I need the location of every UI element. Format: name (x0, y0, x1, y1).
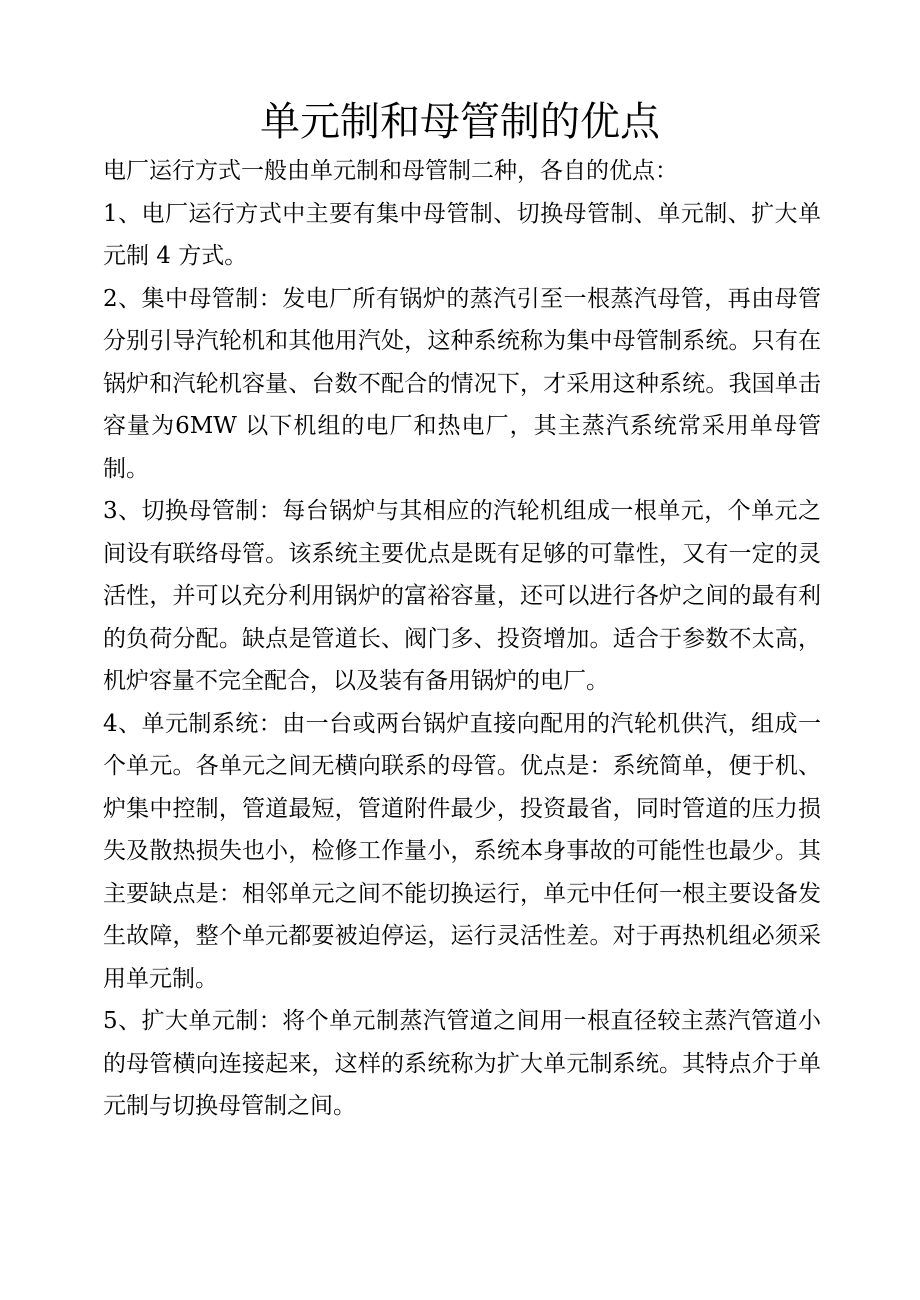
paragraph-5: 5、扩大单元制：将个单元制蒸汽管道之间用一根直径较主蒸汽管道小的母管横向连接起来，这样的系统称为扩大单元制系统。其特点介于单元制与切换母管制之间。 (103, 1008, 821, 1119)
document-body (103, 150, 821, 1128)
paragraph-intro: 电厂运行方式一般由单元制和母管制二种，各自的优点： (103, 158, 678, 184)
paragraph-4: 4、单元制系统：由一台或两台锅炉直接向配用的汽轮机供汽，组成一个单元。各单元之间无横向联系的母管。优点是：系统简单，便于机、炉集中控制，管道最短，管道附件最少，投资最省，同时管道的压力损失及散热损失也小，检修工作量小，系统本身事故的可能性也最少。其主要缺点是：相邻单元之间不能切换运行，单元中任何一根主要设备发生故障，整个单元都要被迫停运，运行灵活性差。对于再热机组必须采用单元制。 (103, 710, 821, 992)
page-title: 单元制和母管制的优点 (260, 99, 660, 145)
paragraph-1: 1、电厂运行方式中主要有集中母管制、切换母管制、单元制、扩大单元制 4 方式。 (103, 200, 821, 269)
paragraph-3: 3、切换母管制：每台锅炉与其相应的汽轮机组成一根单元，个单元之间设有联络母管。该系统主要优点是既有足够的可靠性，又有一定的灵活性，并可以充分利用锅炉的富裕容量，还可以进行各炉之间的最有利的负荷分配。缺点是管道长、阀门多、投资增加。适合于参数不太高，机炉容量不完全配合，以及装有备用锅炉的电厂。 (103, 498, 821, 694)
paragraph-2: 2、集中母管制：发电厂所有锅炉的蒸汽引至一根蒸汽母管，再由母管分别引导汽轮机和其他用汽处，这种系统称为集中母管制系统。只有在锅炉和汽轮机容量、台数不配合的情况下，才采用这种系统。我国单击容量为6MW 以下机组的电厂和热电厂，其主蒸汽系统常采用单母管制。 (103, 285, 821, 482)
